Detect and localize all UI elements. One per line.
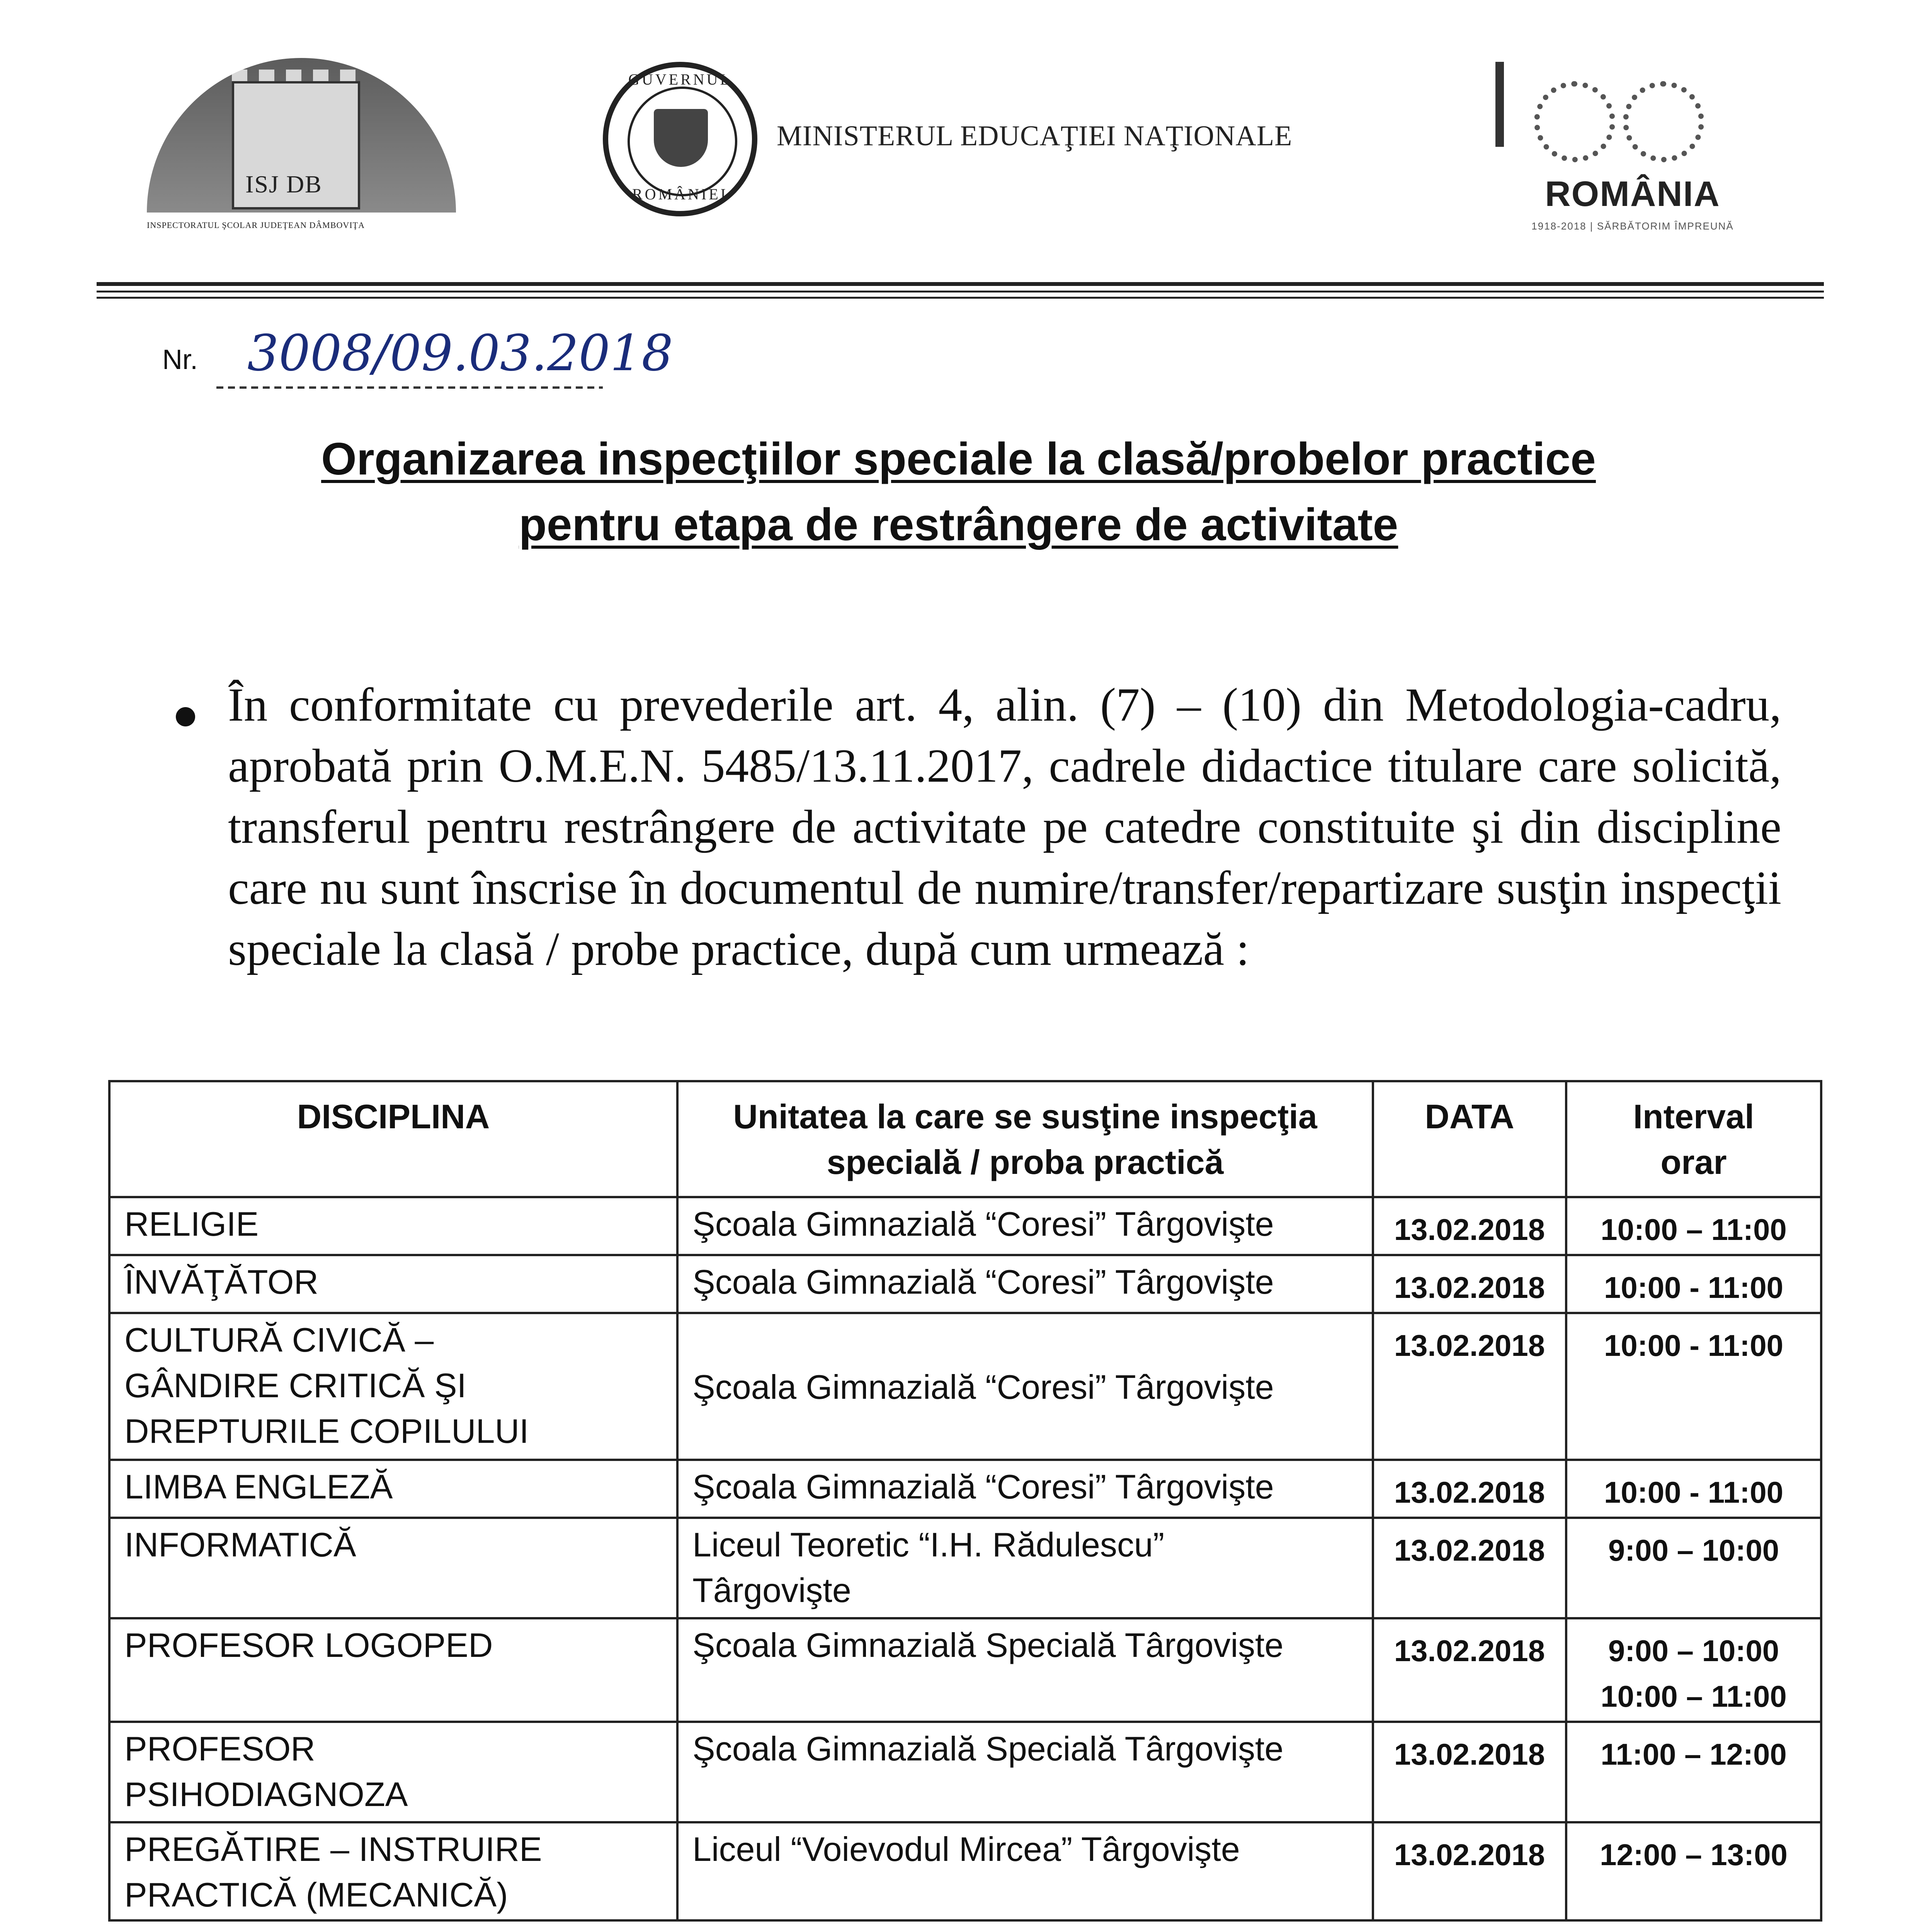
cell-discipline [109, 1822, 677, 1920]
coat-of-arms-icon [654, 109, 708, 167]
isj-logo-caption: INSPECTORATUL ŞCOLAR JUDEŢEAN DÂMBOVIŢA [147, 220, 365, 230]
cell-text: Liceul Teoretic “I.H. Rădulescu” [692, 1526, 1165, 1564]
document-title-line-1: Organizarea inspecţiilor speciale la clasă/probelor practice [321, 434, 1596, 485]
cell-date: 13.02.2018 [1373, 1197, 1566, 1255]
table-row [109, 1822, 1821, 1920]
cell-unit [677, 1197, 1373, 1255]
cell-date: 13.02.2018 [1373, 1722, 1566, 1822]
table-row [109, 1197, 1821, 1255]
ministry-name: MINISTERUL EDUCAŢIEI NAŢIONALE [777, 120, 1293, 152]
cell-text: CULTURĂ CIVICĂ – [124, 1321, 434, 1359]
centenar-logo [1484, 54, 1785, 255]
gov-seal-top-text: GUVERNUL [628, 71, 732, 88]
cell-discipline [109, 1460, 677, 1518]
header-rule-middle [97, 291, 1824, 293]
cell-text: 11:00 – 12:00 [1601, 1737, 1787, 1771]
centenar-digit-zero-1 [1534, 81, 1615, 162]
cell-text: Şcoala Gimnazială Specială Târgovişte [692, 1626, 1284, 1664]
header-interval [1566, 1081, 1821, 1197]
cell-discipline [109, 1313, 677, 1460]
isj-logo [147, 58, 456, 236]
cell-unit [677, 1722, 1373, 1822]
cell-date: 13.02.2018 [1373, 1460, 1566, 1518]
cell-discipline [109, 1722, 677, 1822]
cell-text: 10:00 - 11:00 [1604, 1270, 1783, 1304]
table-header-row [109, 1081, 1821, 1197]
cell-text: GÂNDIRE CRITICĂ ŞI [124, 1366, 466, 1405]
cell-text: Şcoala Gimnazială “Coresi” Târgovişte [692, 1263, 1274, 1301]
cell-text: 10:00 - 11:00 [1604, 1328, 1783, 1362]
centenar-digit-one [1495, 62, 1504, 147]
registration-number-value: 3008/09.03.2018 [247, 325, 673, 382]
cell-discipline [109, 1255, 677, 1313]
cell-unit [677, 1255, 1373, 1313]
table-row [109, 1255, 1821, 1313]
cell-text: PSIHODIAGNOZA [124, 1775, 408, 1813]
header-unit [677, 1081, 1373, 1197]
cell-unit [677, 1822, 1373, 1920]
cell-discipline [109, 1197, 677, 1255]
table-row [109, 1722, 1821, 1822]
centenar-word: ROMÂNIA [1545, 174, 1720, 214]
cell-date: 13.02.2018 [1373, 1618, 1566, 1722]
cell-text: 10:00 - 11:00 [1604, 1475, 1783, 1509]
cell-text: Târgovişte [692, 1571, 851, 1609]
cell-text: 9:00 – 10:00 [1608, 1634, 1779, 1668]
cell-time [1566, 1518, 1821, 1618]
cell-date: 13.02.2018 [1373, 1313, 1566, 1460]
cell-text: Şcoala Gimnazială “Coresi” Târgovişte [692, 1368, 1274, 1406]
cell-text: PROFESOR LOGOPED [124, 1626, 493, 1664]
cell-text: DREPTURILE COPILULUI [124, 1412, 529, 1450]
gov-seal-bottom-text: ROMÂNIEI [632, 185, 728, 203]
cell-text: RELIGIE [124, 1205, 259, 1243]
government-seal-icon [603, 62, 757, 216]
table-row [109, 1313, 1821, 1460]
header-rule-bottom [97, 297, 1824, 299]
header-unit-line-2: specială / proba practică [827, 1143, 1224, 1181]
cell-text: 12:00 – 13:00 [1600, 1838, 1788, 1872]
cell-time [1566, 1460, 1821, 1518]
cell-text: INFORMATICĂ [124, 1526, 356, 1564]
isj-logo-abbr: ISJ DB [245, 170, 322, 198]
header-interval-line-2: orar [1660, 1143, 1727, 1181]
header-discipline: DISCIPLINA [109, 1081, 677, 1197]
cell-time [1566, 1618, 1821, 1722]
cell-text: LIMBA ENGLEZĂ [124, 1468, 393, 1506]
cell-text: PRACTICĂ (MECANICĂ) [124, 1876, 508, 1914]
cell-unit [677, 1518, 1373, 1618]
cell-text: 9:00 – 10:00 [1608, 1533, 1779, 1567]
cell-time [1566, 1722, 1821, 1822]
cell-time [1566, 1255, 1821, 1313]
table-row [109, 1518, 1821, 1618]
cell-unit [677, 1618, 1373, 1722]
cell-time [1566, 1313, 1821, 1460]
cell-text: Şcoala Gimnazială “Coresi” Târgovişte [692, 1205, 1274, 1243]
cell-text: PREGĂTIRE – INSTRUIRE [124, 1830, 542, 1868]
cell-date: 13.02.2018 [1373, 1518, 1566, 1618]
centenar-subtitle: 1918-2018 | SĂRBĂTORIM ÎMPREUNĂ [1531, 220, 1734, 232]
cell-time [1566, 1197, 1821, 1255]
intro-paragraph: În conformitate cu prevederile art. 4, alin. (7) – (10) din Metodologia-cadru, aprobată prin O.M.E.N. 5485/13.11.2017, cadrele didactice titulare care solicită, transferul pentru restrângere de activitate pe catedre constituite şi din discipline care nu sunt înscrise în documentul de numire/transfer/repartizare susţin inspecţii speciale la clasă / probe practice, după cum urmează : [228, 678, 1781, 975]
cell-text: ÎNVĂŢĂTOR [124, 1263, 319, 1301]
table-row [109, 1460, 1821, 1518]
document-title-line-2: pentru etapa de restrângere de activitate [519, 499, 1398, 550]
inspection-schedule-table [108, 1080, 1822, 1922]
header-rule-top [97, 282, 1824, 286]
cell-text: Şcoala Gimnazială “Coresi” Târgovişte [692, 1468, 1274, 1506]
cell-text: 10:00 – 11:00 [1601, 1679, 1787, 1713]
cell-date: 13.02.2018 [1373, 1822, 1566, 1920]
cell-text: PROFESOR [124, 1730, 315, 1768]
header-interval-line-1: Interval [1633, 1097, 1754, 1136]
registration-number-dotted-line [216, 386, 603, 389]
header-unit-line-1: Unitatea la care se susţine inspecţia [733, 1097, 1317, 1136]
cell-time [1566, 1822, 1821, 1920]
cell-text: 10:00 – 11:00 [1601, 1213, 1787, 1247]
bullet-icon [176, 707, 195, 726]
cell-date: 13.02.2018 [1373, 1255, 1566, 1313]
cell-unit [677, 1460, 1373, 1518]
cell-unit [677, 1313, 1373, 1460]
cell-discipline [109, 1618, 677, 1722]
cell-text: Şcoala Gimnazială Specială Târgovişte [692, 1730, 1284, 1768]
cell-text: Liceul “Voievodul Mircea” Târgovişte [692, 1830, 1240, 1868]
registration-number-label: Nr. [162, 344, 198, 375]
isj-logo-dome [147, 58, 456, 213]
header-date: DATA [1373, 1081, 1566, 1197]
centenar-digit-zero-2 [1623, 81, 1704, 162]
table-row [109, 1618, 1821, 1722]
cell-discipline [109, 1518, 677, 1618]
